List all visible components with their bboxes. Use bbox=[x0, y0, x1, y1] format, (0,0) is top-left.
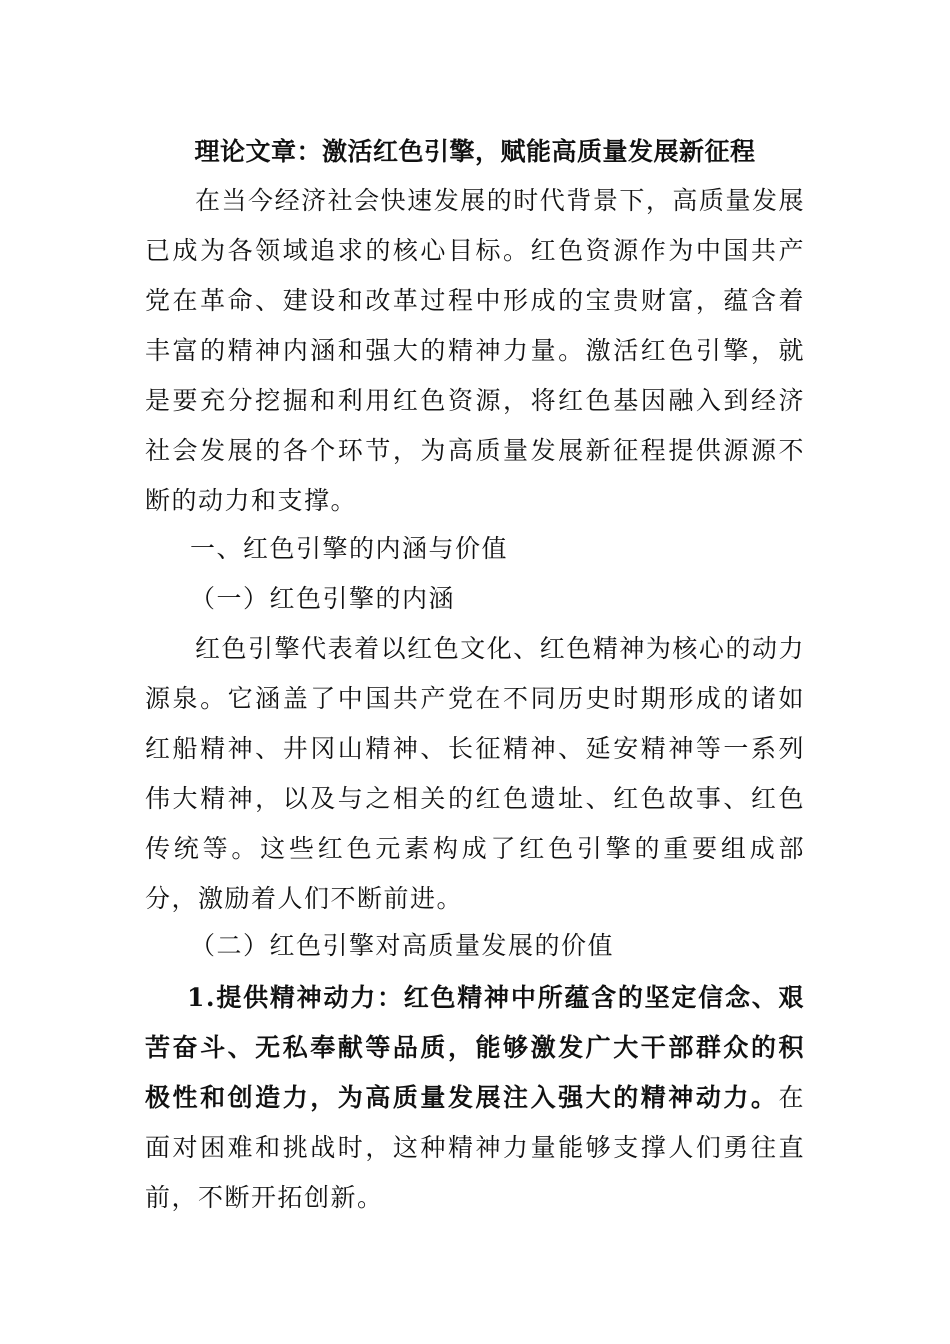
section-heading-1: 一、红色引擎的内涵与价值 bbox=[190, 534, 509, 563]
subsection-heading-2: （二）红色引擎对高质量发展的价值 bbox=[190, 931, 615, 960]
subsection-1-paragraph: 红色引擎代表着以红色文化、红色精神为核心的动力源泉。它涵盖了中国共产党在不同历史时期形成的诸如红船精神、井冈山精神、长征精神、延安精神等一系列伟大精神，以及与之相关的红色遗址、红色故事、红色传统等。这些红色元素构成了红色引擎的重要组成部分，激励着人们不断前进。 bbox=[145, 634, 805, 913]
intro-paragraph: 在当今经济社会快速发展的时代背景下，高质量发展已成为各领域追求的核心目标。红色资源作为中国共产党在革命、建设和改革过程中形成的宝贵财富，蕴含着丰富的精神内涵和强大的精神力量。激活红色引擎，就是要充分挖掘和利用红色资源，将红色基因融入到经济社会发展的各个环节，为高质量发展新征程提供源源不断的动力和支撑。 bbox=[145, 186, 805, 515]
point-1-paragraph bbox=[145, 973, 805, 1223]
subsection-heading-1: （一）红色引擎的内涵 bbox=[190, 584, 456, 613]
point-1-bold-text: 1.提供精神动力：红色精神中所蕴含的坚定信念、艰苦奋斗、无私奉献等品质，能够激发广大干部群众的积极性和创造力，为高质量发展注入强大的精神动力。 bbox=[145, 983, 805, 1112]
document-title: 理论文章：激活红色引擎，赋能高质量发展新征程 bbox=[194, 137, 756, 166]
point-1-regular-text: 在面对困难和挑战时，这种精神力量能够支撑人们勇往直前，不断开拓创新。 bbox=[145, 1083, 805, 1212]
